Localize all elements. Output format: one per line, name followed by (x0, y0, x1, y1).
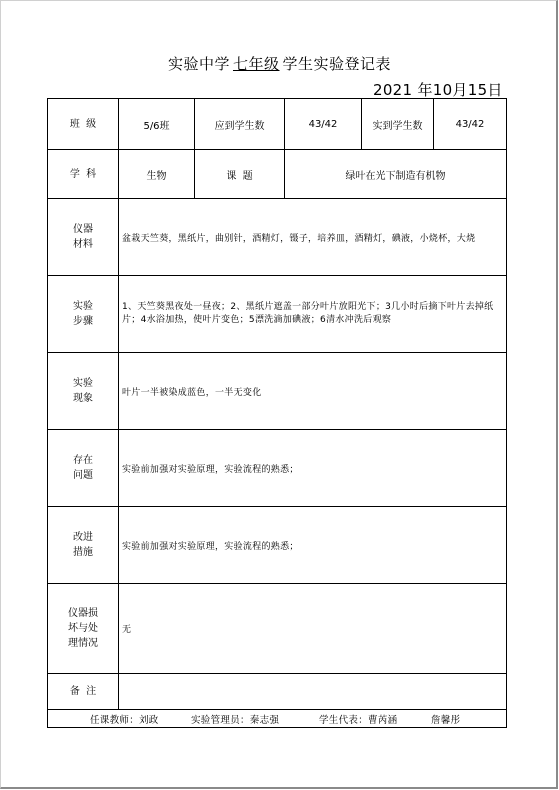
manager-signature: 实验管理员：秦志强 (191, 714, 280, 726)
improvements-value: 实验前加强对实验原理，实验流程的熟悉； (122, 541, 299, 552)
table-row-class (48, 99, 506, 150)
table-row-problems (48, 430, 506, 507)
class-value: 5/6班 (119, 99, 195, 149)
phenomenon-value: 叶片一半被染成蓝色，一半无变化 (122, 387, 262, 398)
subject-label: 学 科 (48, 150, 119, 198)
record-date: 2021 年10月15日 (373, 81, 503, 99)
problems-value: 实验前加强对实验原理，实验流程的熟悉； (122, 464, 299, 475)
table-row-remarks (48, 674, 506, 709)
registration-table (47, 98, 507, 710)
title-grade: 七年级 (232, 55, 280, 73)
table-row-phenomenon (48, 353, 506, 430)
title-school: 实验中学 (167, 55, 230, 73)
phenomenon-label: 实验 现象 (48, 353, 119, 429)
topic-value: 绿叶在光下制造有机物 (345, 170, 446, 182)
remarks-value (119, 674, 506, 709)
table-row-subject (48, 150, 506, 199)
student-rep-second: 詹馨彤 (431, 714, 461, 726)
damage-label: 仪器损 坏与处 理情况 (48, 584, 119, 673)
actual-students-value: 43/42 (455, 118, 485, 130)
remarks-label: 备 注 (48, 674, 119, 709)
damage-value: 无 (122, 625, 132, 635)
page-title (0, 53, 559, 74)
steps-value: 1、天竺葵黑夜处一昼夜；2、黑纸片遮盖一部分叶片放阳光下；3几小时后摘下叶片去掉纸片；4水浴加热，使叶片变色；5漂洗滴加碘液；6清水冲洗后观察 (122, 302, 494, 325)
class-label: 班 级 (48, 99, 119, 149)
topic-label: 课 题 (195, 150, 285, 198)
signature-row (47, 710, 507, 728)
table-row-improvements (48, 507, 506, 584)
table-row-equipment (48, 199, 506, 276)
teacher-signature: 任课教师：刘政 (90, 714, 159, 726)
expected-students-label: 应到学生数 (195, 99, 285, 149)
table-row-damage (48, 584, 506, 674)
subject-value: 生物 (119, 150, 195, 198)
expected-students-value: 43/42 (285, 99, 362, 149)
student-rep-signature: 学生代表：曹芮涵 (319, 714, 398, 726)
actual-students-label: 实到学生数 (362, 99, 434, 149)
equipment-label: 仪器 材料 (48, 199, 119, 275)
table-row-steps (48, 276, 506, 353)
problems-label: 存在 问题 (48, 430, 119, 506)
improvements-label: 改进 措施 (48, 507, 119, 583)
steps-label: 实验 步骤 (48, 276, 119, 352)
equipment-value: 盆栽天竺葵，黑纸片，曲别针，酒精灯，镊子，培养皿，酒精灯，碘液，小烧杯，大烧 (122, 233, 476, 244)
title-suffix: 学生实验登记表 (282, 55, 392, 73)
